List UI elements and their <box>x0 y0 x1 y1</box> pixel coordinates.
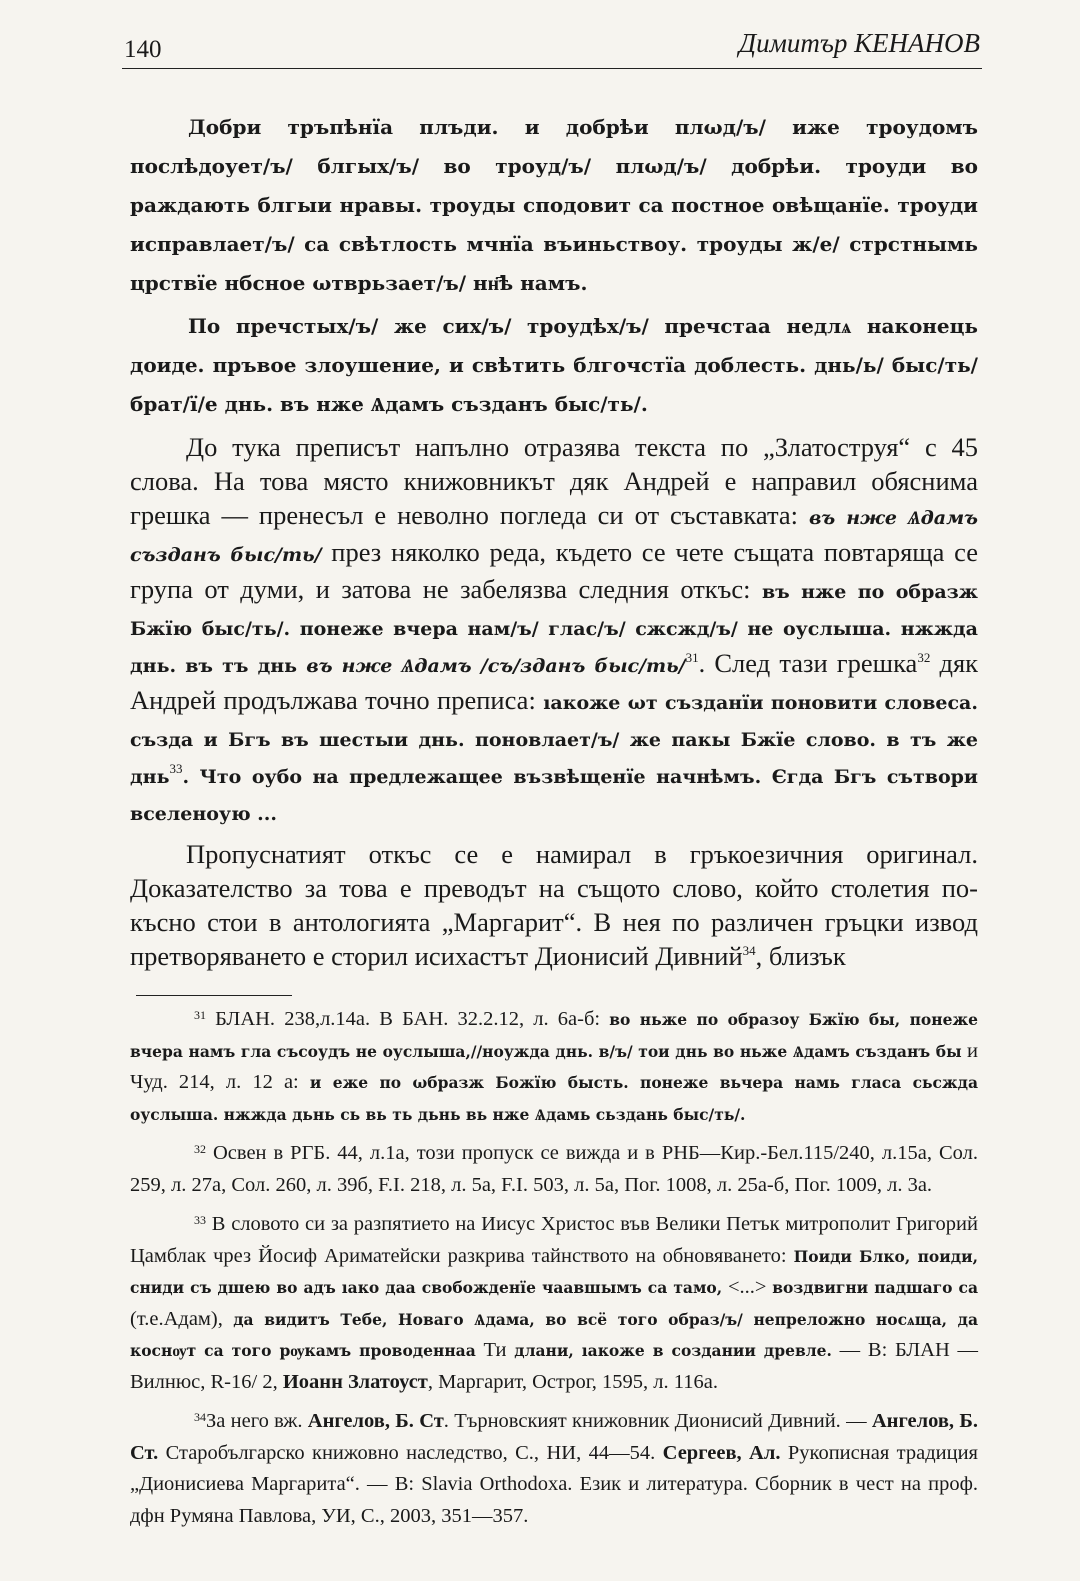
church-slavonic-quote-2: По пречстых/ъ/ же сих/ъ/ троудѣх/ъ/ пречстаа недлѧ наконець доиде. пръвое злоушение, и свѣтить блгочстїа доблесть. днь/ь/ быс/ть/ брат/ї/е днь. въ нже Ѧдамъ създанъ быс/ть/. <box>130 314 978 416</box>
church-slavonic-inline: Поиди Блко, поиди, сниди съ дшею во адъ ıако даа свобожденїе чаавшымъ са тамо, <box>130 1246 978 1297</box>
main-text: дяк Андрей продължава точно преписа: <box>130 648 979 715</box>
footnote-33 <box>130 1205 978 1398</box>
footnote-text: Рукописная традиция „Дионисиева Маргарита“. — В: Slavia Orthodoxa. Език и литература. Сборник в чест на проф. дфн Румяна Павлова, УИ, С., 2003, 351—357. <box>130 1441 978 1527</box>
footnote-author: Сергеев, Ал. <box>662 1441 781 1464</box>
church-slavonic-inline: въ нже Ѧдамъ създанъ быс/ть/ <box>130 507 978 566</box>
footnote-number: 32 <box>194 1142 206 1156</box>
footnote-32 <box>130 1134 978 1201</box>
footnote-ref-34[interactable]: 34 <box>742 943 756 959</box>
running-head-author: Димитър КЕНАНОВ <box>738 28 980 58</box>
church-slavonic-inline: во ньже по образоу Бжїю бы, понеже вчера намъ гла съсоудъ не оуслыша,//ноужда днь. в/ъ/ тои днь во ньже Ѧдамъ създанъ бы <box>130 1010 978 1061</box>
church-slavonic-inline: . Что оубо на предлежащее възвѣщенїе начнѣмъ. Єгда Бгъ сътвори вселеноую ... <box>130 766 978 825</box>
footnote-text: и Чуд. 214, л. 12 а: <box>130 1039 978 1093</box>
church-slavonic-inline: въ нже Ѧдамъ /съ/зданъ быс/ть/ <box>306 655 686 677</box>
footnote-number: 33 <box>194 1213 206 1227</box>
church-slavonic-inline: воздвигни падшаго са <box>772 1278 979 1297</box>
footnote-text: Освен в РГБ. 44, л.1а, този пропуск се вижда и в РНБ—Кир.-Бел.115/240, л.15а, Сол. 259, л. 27а, Сол. 260, л. 39б, F.I. 218, л. 5а, F.I. 503, л. 5а, Пог. 1008, л. 25а-б, Пог. 1009, л. 3а. <box>130 1142 978 1196</box>
footnote-text: . Търновският книжовник Дионисий Дивний. — <box>443 1410 872 1432</box>
page-number: 140 <box>124 36 162 63</box>
main-text: До тука преписът напълно отразява текста по „Златоструя“ с 45 слова. На това място книжовникът дяк Андрей е направил обяснима грешка — пренесъл е неволно погледа си от съставката: <box>130 432 978 530</box>
footnote-author: Иоанн Златоуст <box>282 1370 428 1393</box>
main-text: , близък <box>755 941 846 971</box>
page-header <box>122 22 982 69</box>
main-paragraph-2 <box>130 837 978 973</box>
footnote-ref-33[interactable]: 33 <box>169 761 183 777</box>
church-slavonic-quote-1: Добри тръпѣнїа плъди. и добрѣи плωд/ъ/ иже троудомъ послѣдоует/ъ/ блгых/ъ/ во троуд/ъ/ плωд/ъ/ добрѣи. троуди во раждають блгыи нравы. троуды сподовит са постное овѣщанїе. троуди исправлает/ъ/ са свѣтлость мчнїа въиньствоу. троуды ж/е/ стрстнымь црствїе нбсное ωтврьзает/ъ/ нн҃ѣ намъ. <box>130 115 978 295</box>
church-slavonic-inline: длани, ıакоже в создании древле. <box>514 1341 832 1360</box>
footnote-text: Ти <box>475 1339 515 1361</box>
church-slavonic-inline: ıакоже ωт създанїи поновити словеса. създа и Бгъ въ шестыи днь. поновлает/ъ/ же пакы Бжїе слово. в тъ же днь <box>130 692 978 788</box>
footnote-31 <box>130 1000 978 1130</box>
footnote-text: , Маргарит, Острог, 1595, л. 116а. <box>427 1370 718 1393</box>
church-slavonic-inline: и еже по ωбразж Божїю бысть. понеже вьчера намь гласа сьсжда оуслыша. нжжда дьнь сь вь ть дьнь вь нже Ѧдамь сьздань быс/ть/. <box>130 1073 978 1124</box>
footnote-divider <box>136 995 292 996</box>
footnote-text: В словото си за разпятието на Иисус Христос във Велики Петък митрополит Григорий Цамблак чрез Йосиф Ариматейски разкрива тайнството на обновяването: <box>130 1213 978 1267</box>
footnote-ref-31[interactable]: 31 <box>685 650 699 666</box>
main-text: Пропуснатият откъс се е намирал в гръкоезичния оригинал. Доказателство за това е преводът на същото слово, който столетия по-късно стои в антологията „Маргарит“. В нея по различен гръцки извод претворяването е сторил исихастът Дионисий Дивний <box>130 839 978 971</box>
footnote-text: БЛАН. 238,л.14а. В БАН. 32.2.12, л. 6а-б: <box>206 1008 610 1030</box>
footnote-number: 34 <box>194 1410 206 1424</box>
footnote-text: <...> <box>722 1276 773 1298</box>
footnote-text: За него вж. <box>206 1410 308 1432</box>
footnote-author: Ангелов, Б. Ст <box>307 1410 444 1432</box>
footnote-text: (т.е.Адам), <box>130 1307 234 1330</box>
page-body <box>130 108 978 1532</box>
footnote-ref-32[interactable]: 32 <box>917 650 931 666</box>
main-paragraph-1 <box>130 430 978 831</box>
church-slavonic-inline: да видитъ Тебе, Новаго Ѧдама, во всё того образ/ъ/ непреложно носѧща, да коснѹт са того рѹкамъ проводеннаа <box>130 1309 978 1360</box>
footnote-text: — В: БЛАН — Вилнюс, R-16/ 2, <box>130 1339 979 1393</box>
church-slavonic-inline: въ нже по образж Бжїю быс/ть/. понеже вчера нам/ъ/ глас/ъ/ сжсжд/ъ/ не оуслыша. нжжда днь. въ тъ днь <box>130 581 978 677</box>
footnote-number: 31 <box>194 1008 206 1022</box>
footnote-text: Старобългарско книжовно наследство, С., НИ, 44—54. <box>158 1441 663 1464</box>
footnote-author: Ангелов, Б. Ст. <box>130 1410 978 1464</box>
main-text: през няколко реда, където се чете същата повтаряща се група от думи, и затова не забелязва следния откъс: <box>130 537 979 604</box>
footnote-34 <box>130 1402 978 1532</box>
main-text: . След тази грешка <box>698 648 918 678</box>
